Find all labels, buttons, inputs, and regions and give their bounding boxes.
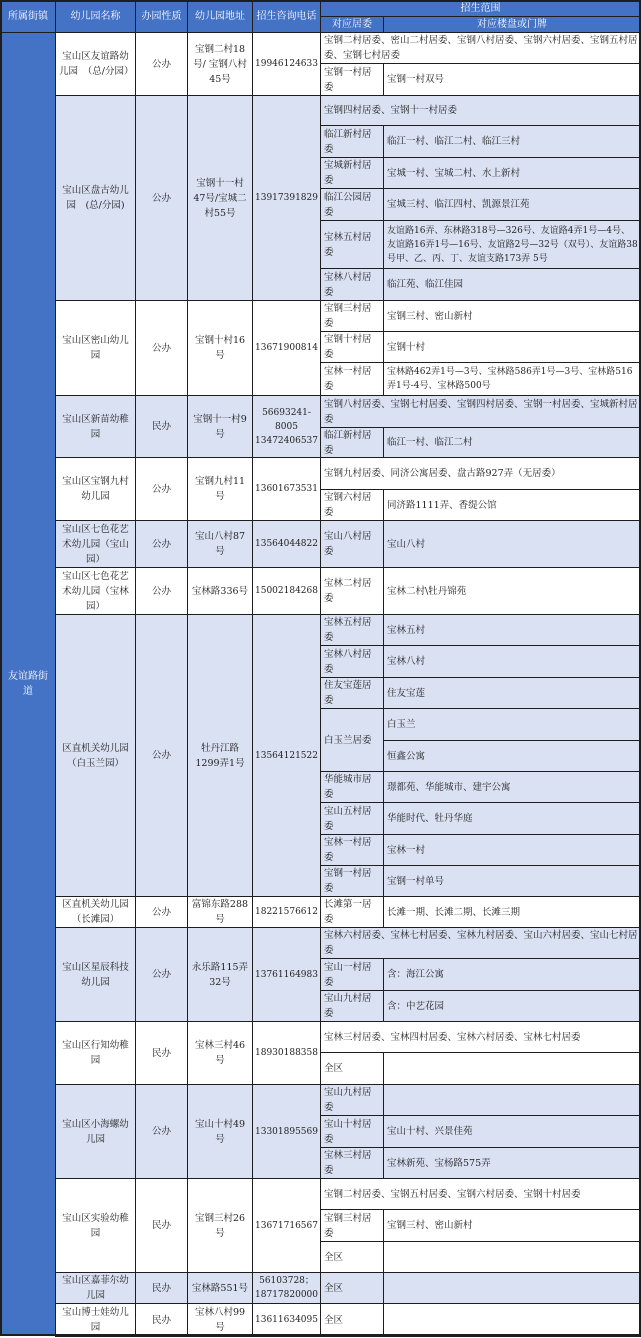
scope-buildings: 宝林新苑、宝杨路575弄	[383, 1147, 641, 1179]
scope-buildings: 璟都苑、华能城市、建宇公寓	[383, 771, 641, 803]
scope-buildings: 宝林二村\牡丹锦苑	[383, 567, 641, 615]
kindergarten-address: 宝钢二村18号/ 宝钢八村45号	[187, 32, 253, 96]
kindergarten-nature: 民办	[135, 1021, 188, 1085]
scope-buildings: 宝钢三村、密山新村	[383, 1209, 641, 1242]
kindergarten-nature: 公办	[135, 567, 188, 615]
kindergarten-phone: 56103728；18717820000	[252, 1272, 321, 1304]
scope-buildings: 友谊路16弄、东林路318号—326号、友谊路4弄1号—4号、友谊路16弄1号—16号、友谊路2号—32号（双号）、友谊路38号甲、乙、丙、丁、友谊支路173弄 5号	[383, 220, 641, 269]
scope-buildings	[383, 1303, 641, 1337]
scope-committee: 宝林一村居委	[320, 362, 384, 396]
scope-committee: 宝钢三村居委	[320, 300, 384, 332]
kindergarten-nature: 公办	[135, 614, 188, 897]
kindergarten-nature: 公办	[135, 300, 188, 396]
kindergarten-name: 宝山区友谊路幼儿园 （总/分园）	[55, 32, 136, 96]
kindergarten-name: 宝山区七色花艺术幼儿园（宝山园）	[55, 520, 136, 568]
scope-buildings: 宝城三村、临江四村、凯源景江苑	[383, 188, 641, 221]
scope-committee: 宝林三村居委	[320, 1147, 384, 1179]
scope-committee: 全区	[320, 1303, 384, 1337]
kindergarten-phone: 19946124633	[252, 32, 321, 96]
kindergarten-name: 宝山区实验幼稚园	[55, 1178, 136, 1273]
scope-committee: 宝山五村居委	[320, 802, 384, 835]
scope-buildings	[383, 1084, 641, 1116]
scope-committee: 宝林八村居委	[320, 645, 384, 678]
scope-buildings: 含：中艺花园	[383, 990, 641, 1022]
scope-committee: 宝钢一村居委	[320, 865, 384, 897]
header-phone: 招生咨询电话	[252, 0, 321, 33]
kindergarten-address: 富锦东路288号	[187, 896, 253, 928]
scope-buildings: 华能时代、牡丹华庭	[383, 802, 641, 835]
scope-merged: 宝钢八村居委、宝钢七村居委、宝钢四村居委、宝钢一村居委、宝城新村居委	[320, 395, 641, 428]
scope-committee: 临江公园居委	[320, 188, 384, 221]
kindergarten-phone: 13564121522	[252, 614, 321, 897]
scope-buildings: 宝林八村	[383, 645, 641, 678]
scope-committee: 临江新村居委	[320, 427, 384, 458]
scope-buildings	[383, 1241, 641, 1273]
scope-buildings	[383, 1272, 641, 1304]
kindergarten-name: 宝山区小海螺幼儿园	[55, 1084, 136, 1179]
scope-buildings: 宝城一村、宝城二村、水上新村	[383, 157, 641, 189]
scope-buildings: 宝钢十村	[383, 331, 641, 363]
kindergarten-address: 宝钢十一村9号	[187, 395, 253, 458]
scope-committee: 宝钢三村居委	[320, 1209, 384, 1242]
kindergarten-phone: 13564044822	[252, 520, 321, 568]
kindergarten-name: 宝山区新苗幼稚园	[55, 395, 136, 458]
scope-merged: 宝钢九村居委、同济公寓居委、盘古路927弄（无居委）	[320, 457, 641, 490]
kindergarten-address: 宝林三村46号	[187, 1021, 253, 1085]
kindergarten-nature: 民办	[135, 1272, 188, 1304]
scope-buildings: 临江苑、临江佳园	[383, 268, 641, 301]
scope-committee: 全区	[320, 1052, 384, 1085]
kindergarten-nature: 公办	[135, 520, 188, 568]
kindergarten-nature: 公办	[135, 95, 188, 301]
kindergarten-address: 宝钢九村11号	[187, 457, 253, 521]
scope-committee: 宝山九村居委	[320, 990, 384, 1022]
header-committee: 对应居委	[320, 16, 384, 33]
kindergarten-address: 宝山八村87号	[187, 520, 253, 568]
header-name: 幼儿园名称	[55, 0, 136, 33]
street-cell: 友谊路街道	[0, 32, 56, 1336]
scope-committee: 华能城市居委	[320, 771, 384, 803]
kindergarten-name: 宝山区盘古幼儿园 (总/分园)	[55, 95, 136, 301]
scope-committee: 临江新村居委	[320, 125, 384, 158]
scope-buildings: 恒鑫公寓	[383, 740, 641, 772]
scope-committee: 全区	[320, 1241, 384, 1273]
scope-merged: 宝林三村居委、宝林四村居委、宝林六村居委、宝林七村居委	[320, 1021, 641, 1053]
kindergarten-nature: 公办	[135, 927, 188, 1022]
scope-committee: 宝林五村居委	[320, 614, 384, 646]
kindergarten-name: 宝山区星辰科技幼儿园	[55, 927, 136, 1022]
scope-committee: 宝山十村居委	[320, 1115, 384, 1148]
scope-committee: 宝山八村居委	[320, 520, 384, 568]
scope-committee: 宝钢六村居委	[320, 489, 384, 521]
kindergarten-address: 宝钢十一村47号/宝城二村55号	[187, 95, 253, 301]
scope-buildings: 同济路1111弄、香缇公馆	[383, 489, 641, 521]
scope-buildings	[383, 1052, 641, 1085]
kindergarten-phone: 18221576612	[252, 896, 321, 928]
scope-merged: 宝钢二村居委、密山二村居委、宝钢八村居委、宝钢六村居委、宝钢五村居委、宝钢七村居委	[320, 32, 641, 64]
scope-buildings: 宝钢一村单号	[383, 865, 641, 897]
kindergarten-phone: 13761164983	[252, 927, 321, 1022]
scope-buildings: 住友宝莲	[383, 677, 641, 709]
kindergarten-nature: 公办	[135, 896, 188, 928]
scope-buildings: 宝钢一村双号	[383, 63, 641, 96]
kindergarten-phone: 15002184268	[252, 567, 321, 615]
kindergarten-address: 宝钢十村16号	[187, 300, 253, 396]
scope-buildings: 宝山十村、兴景佳苑	[383, 1115, 641, 1148]
kindergarten-phone: 13611634095	[252, 1303, 321, 1337]
kindergarten-address: 宝林八村99号	[187, 1303, 253, 1337]
kindergarten-name: 宝山区七色花艺术幼儿园（宝林园）	[55, 567, 136, 615]
scope-buildings: 临江一村、临江二村	[383, 427, 641, 458]
scope-committee: 长滩第一居委	[320, 896, 384, 928]
scope-committee: 全区	[320, 1272, 384, 1304]
scope-committee: 宝钢一村居委	[320, 63, 384, 96]
kindergarten-phone: 13671716567	[252, 1178, 321, 1273]
scope-committee: 宝钢十村居委	[320, 331, 384, 363]
header-street: 所属街镇	[0, 0, 56, 33]
kindergarten-address: 宝山十村49号	[187, 1084, 253, 1179]
scope-merged: 宝钢二村居委、宝钢五村居委、宝钢六村居委、宝钢十村居委	[320, 1178, 641, 1210]
kindergarten-phone: 13917391829	[252, 95, 321, 301]
kindergarten-name: 区直机关幼儿园（白玉兰园）	[55, 614, 136, 897]
scope-committee: 宝林八村居委	[320, 268, 384, 301]
scope-buildings: 长滩一期、长滩二期、长滩三期	[383, 896, 641, 928]
header-buildings: 对应楼盘或门牌	[383, 16, 641, 33]
kindergarten-address: 永乐路115弄32号	[187, 927, 253, 1022]
kindergarten-name: 宝山博士娃幼儿园	[55, 1303, 136, 1337]
kindergarten-name: 区直机关幼儿园（长滩园）	[55, 896, 136, 928]
scope-merged: 宝钢四村居委、宝钢十一村居委	[320, 95, 641, 126]
scope-merged: 宝林六村居委、宝林七村居委、宝林九村居委、宝山六村居委、宝山七村居委	[320, 927, 641, 959]
header-nature: 办园性质	[135, 0, 188, 33]
scope-buildings: 宝林五村	[383, 614, 641, 646]
scope-committee: 宝山九村居委	[320, 1084, 384, 1116]
kindergarten-name: 宝山区宝钢九村幼儿园	[55, 457, 136, 521]
scope-buildings: 宝林路462弄1号—3号、宝林路586弄1号—3号、宝林路516弄1号-4号、宝林路500号	[383, 362, 641, 396]
kindergarten-nature: 民办	[135, 395, 188, 458]
kindergarten-address: 宝林路336号	[187, 567, 253, 615]
kindergarten-address: 宝林路551号	[187, 1272, 253, 1304]
kindergarten-nature: 民办	[135, 1178, 188, 1273]
scope-committee: 宝林二村居委	[320, 567, 384, 615]
kindergarten-phone: 13601673531	[252, 457, 321, 521]
scope-buildings: 宝钢三村、密山新村	[383, 300, 641, 332]
header-scope: 招生范围	[320, 0, 641, 17]
scope-committee: 宝林五村居委	[320, 220, 384, 269]
scope-committee: 白玉兰居委	[320, 708, 384, 772]
kindergarten-name: 宝山区行知幼稚园	[55, 1021, 136, 1085]
scope-committee: 宝山一村居委	[320, 958, 384, 991]
scope-buildings: 宝林一村	[383, 834, 641, 866]
kindergarten-phone: 13301895569	[252, 1084, 321, 1179]
kindergarten-phone: 56693241-8005 13472406537	[252, 395, 321, 458]
kindergarten-name: 宝山区密山幼儿园	[55, 300, 136, 396]
scope-buildings: 含：海江公寓	[383, 958, 641, 991]
scope-buildings: 白玉兰	[383, 708, 641, 741]
header-address: 幼儿园地址	[187, 0, 253, 33]
kindergarten-phone: 13671900814	[252, 300, 321, 396]
kindergarten-address: 牡丹江路1299弄1号	[187, 614, 253, 897]
kindergarten-phone: 18930188358	[252, 1021, 321, 1085]
scope-committee: 宝林一村居委	[320, 834, 384, 866]
scope-committee: 宝城新村居委	[320, 157, 384, 189]
kindergarten-nature: 公办	[135, 1084, 188, 1179]
kindergarten-name: 宝山区嘉菲尔幼儿园	[55, 1272, 136, 1304]
kindergarten-nature: 公办	[135, 457, 188, 521]
scope-buildings: 宝山八村	[383, 520, 641, 568]
scope-committee: 住友宝莲居委	[320, 677, 384, 709]
scope-buildings: 临江一村、临江二村、临江三村	[383, 125, 641, 158]
kindergarten-address: 宝钢三村26号	[187, 1178, 253, 1273]
kindergarten-nature: 公办	[135, 32, 188, 96]
kindergarten-nature: 民办	[135, 1303, 188, 1337]
